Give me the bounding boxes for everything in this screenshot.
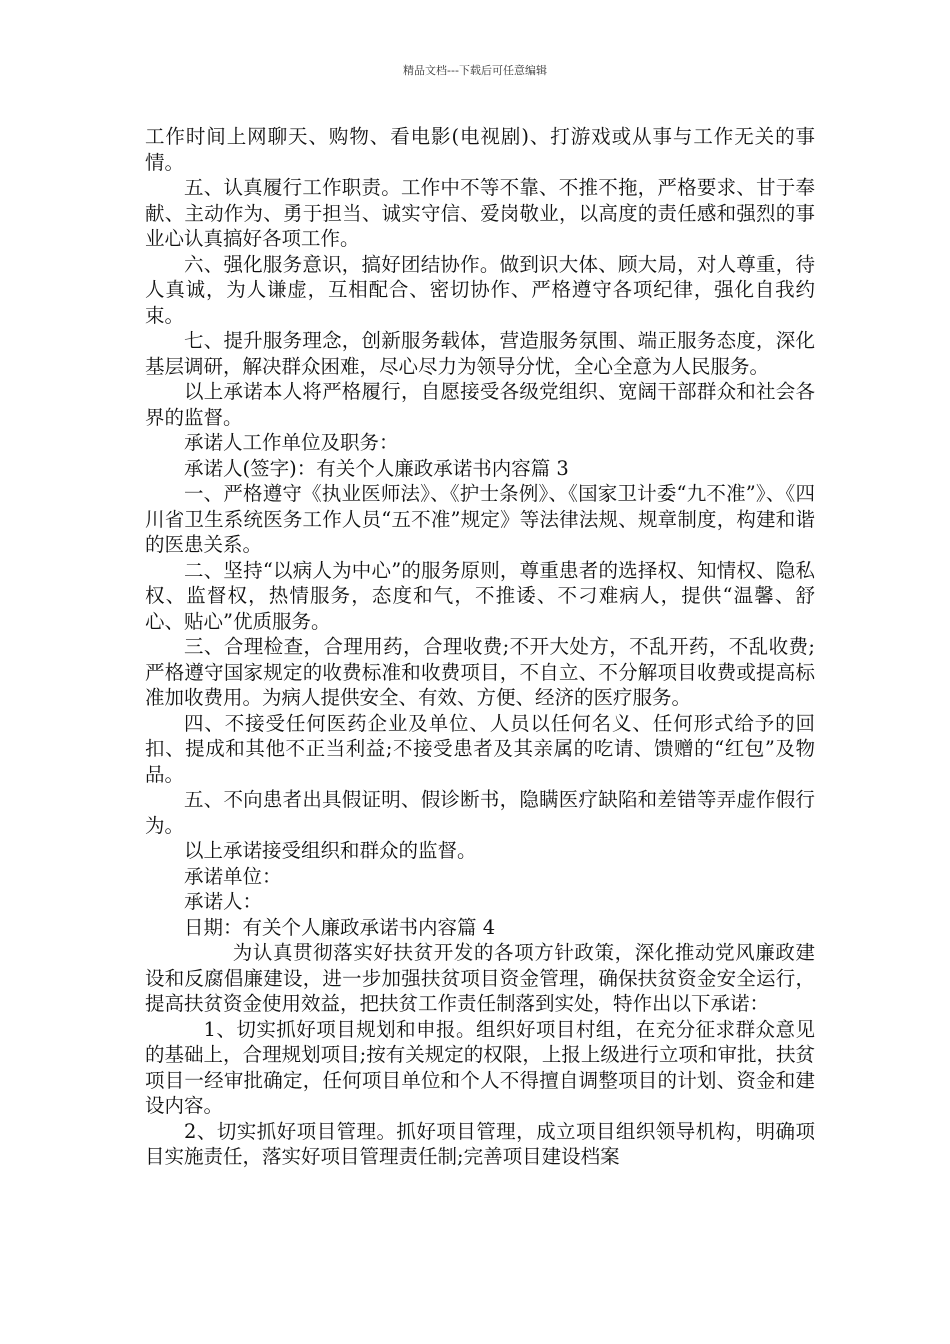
paragraph: 承诺人工作单位及职务： [184,431,399,454]
document-body [145,124,815,1170]
paragraph: 日期：有关个人廉政承诺书内容篇 4 [184,915,496,939]
paragraph: 五、不向患者出具假证明、假诊断书，隐瞒医疗缺陷和差错等弄虚作假行为。 [145,788,815,837]
paragraph: 工作时间上网聊天、购物、看电影(电视剧)、打游戏或从事与工作无关的事情。 [145,125,815,174]
paragraph: 承诺人(签字)：有关个人廉政承诺书内容篇 3 [184,456,569,480]
paragraph: 一、严格遵守《执业医师法》、《护士条例》、《国家卫计委“九不准”》、《四川省卫生系统医务工作人员“五不准”规定》等法律法规、规章制度，构建和谐的医患关系。 [145,482,815,556]
paragraph: 以上承诺本人将严格履行，自愿接受各级党组织、宽阔干部群众和社会各界的监督。 [145,380,815,429]
paragraph: 三、合理检查，合理用药，合理收费;不开大处方，不乱开药，不乱收费;严格遵守国家规定的收费标准和收费项目，不自立、不分解项目收费或提高标准加收费用。为病人提供安全、有效、方便、经济的医疗服务。 [145,635,815,709]
paragraph: 七、提升服务理念，创新服务载体，营造服务氛围、端正服务态度，深化基层调研，解决群众困难，尽心尽力为领导分忧，全心全意为人民服务。 [145,329,815,378]
paragraph: 2、切实抓好项目管理。抓好项目管理，成立项目组织领导机构，明确项目实施责任，落实好项目管理责任制;完善项目建设档案 [145,1119,815,1168]
paragraph: 承诺单位： [184,864,282,888]
paragraph: 为认真贯彻落实好扶贫开发的各项方针政策，深化推动党风廉政建设和反腐倡廉建设，进一步加强扶贫项目资金管理，确保扶贫资金安全运行，提高扶贫资金使用效益，把扶贫工作责任制落到实处，特作出以下承诺： [145,941,815,1015]
paragraph: 五、认真履行工作职责。工作中不等不靠、不推不拖，严格要求、甘于奉献、主动作为、勇于担当、诚实守信、爱岗敬业，以高度的责任感和强烈的事业心认真搞好各项工作。 [145,176,815,250]
paragraph: 承诺人： [184,890,263,913]
paragraph: 1、切实抓好项目规划和申报。组织好项目村组，在充分征求群众意见的基础上，合理规划项目;按有关规定的权限，上报上级进行立项和审批，扶贫项目一经审批确定，任何项目单位和个人不得擅自调整项目的计划、资金和建设内容。 [145,1017,815,1117]
page-header: 精品文档---下载后可任意编辑 [403,64,547,77]
paragraph: 六、强化服务意识，搞好团结协作。做到识大体、顾大局，对人尊重，待人真诚，为人谦虚，互相配合、密切协作、严格遵守各项纪律，强化自我约束。 [145,252,815,327]
paragraph: 以上承诺接受组织和群众的监督。 [184,839,477,862]
paragraph: 四、不接受任何医药企业及单位、人员以任何名义、任何形式给予的回扣、提成和其他不正当利益;不接受患者及其亲属的吃请、馈赠的“红包”及物品。 [145,711,815,786]
paragraph: 二、坚持“以病人为中心”的服务原则，尊重患者的选择权、知情权、隐私权、监督权，热情服务，态度和气，不推诿、不刁难病人，提供“温馨、舒心、贴心”优质服务。 [145,558,815,633]
